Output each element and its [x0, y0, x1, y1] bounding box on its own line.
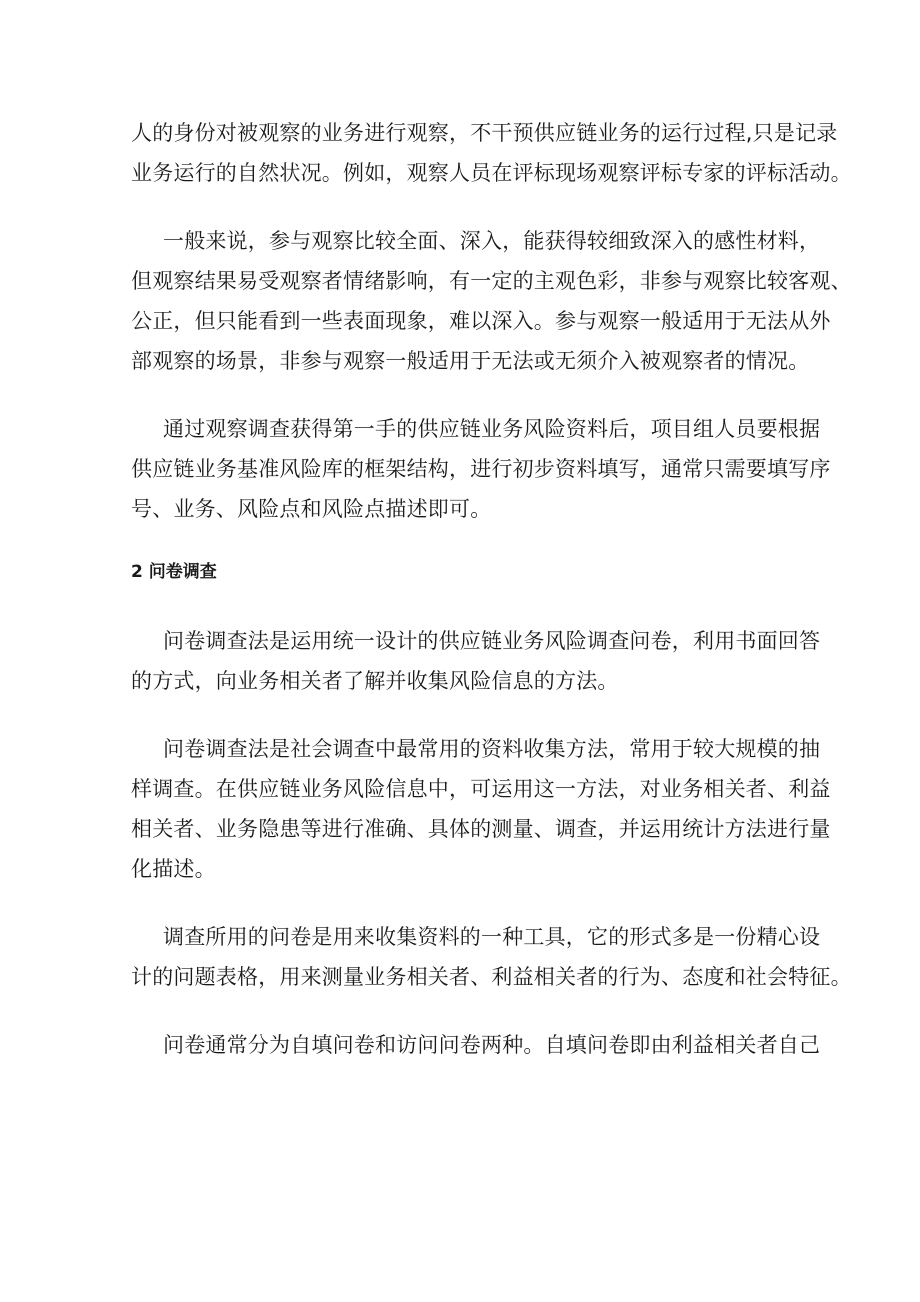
- text-line: 问卷通常分为自填问卷和访问问卷两种。自填问卷即由利益相关者自己: [163, 1033, 821, 1057]
- paragraph-observation-result: [131, 409, 831, 529]
- text-line: 公正，但只能看到一些表面现象，难以深入。参与观察一般适用于无法从外: [131, 309, 831, 333]
- paragraph-observation-comparison: [131, 221, 852, 381]
- paragraph-questionnaire-types: [131, 1025, 821, 1065]
- paragraph-questionnaire-usage: [131, 729, 831, 889]
- text-line: 部观察的场景，非参与观察一般适用于无法或无须介入被观察者的情况。: [131, 349, 810, 373]
- text-line: 化描述。: [131, 857, 216, 881]
- paragraph-observation-definition: [131, 113, 852, 193]
- text-line: 调查所用的问卷是用来收集资料的一种工具，它的形式多是一份精心设: [163, 925, 821, 949]
- text-line: 业务运行的自然状况。例如，观察人员在评标现场观察评标专家的评标活动。: [131, 161, 852, 185]
- paragraph-questionnaire-definition: [131, 621, 821, 701]
- text-line: 供应链业务基准风险库的框架结构，进行初步资料填写，通常只需要填写序: [131, 457, 831, 481]
- text-line: 号、业务、风险点和风险点描述即可。: [131, 497, 492, 521]
- section-heading: 2 问卷调查: [131, 562, 217, 582]
- text-line: 的方式，向业务相关者了解并收集风险信息的方法。: [131, 669, 619, 693]
- paragraph-questionnaire-tool: [131, 917, 852, 997]
- text-line: 计的问题表格，用来测量业务相关者、利益相关者的行为、态度和社会特征。: [131, 965, 852, 989]
- text-line: 相关者、业务隐患等进行准确、具体的测量、调查，并运用统计方法进行量: [131, 817, 831, 841]
- text-line: 但观察结果易受观察者情绪影响，有一定的主观色彩，非参与观察比较客观、: [131, 269, 852, 293]
- text-line: 问卷调查法是运用统一设计的供应链业务风险调查问卷，利用书面回答: [163, 629, 821, 653]
- text-line: 样调查。在供应链业务风险信息中，可运用这一方法，对业务相关者、利益: [131, 777, 831, 801]
- text-line: 问卷调查法是社会调查中最常用的资料收集方法，常用于较大规模的抽: [163, 737, 821, 761]
- text-line: 一般来说，参与观察比较全面、深入，能获得较细致深入的感性材料，: [163, 229, 821, 253]
- text-line: 通过观察调查获得第一手的供应链业务风险资料后，项目组人员要根据: [163, 417, 821, 441]
- text-line: 人的身份对被观察的业务进行观察，不干预供应链业务的运行过程,只是记录: [131, 121, 838, 145]
- document-body: [131, 113, 852, 1065]
